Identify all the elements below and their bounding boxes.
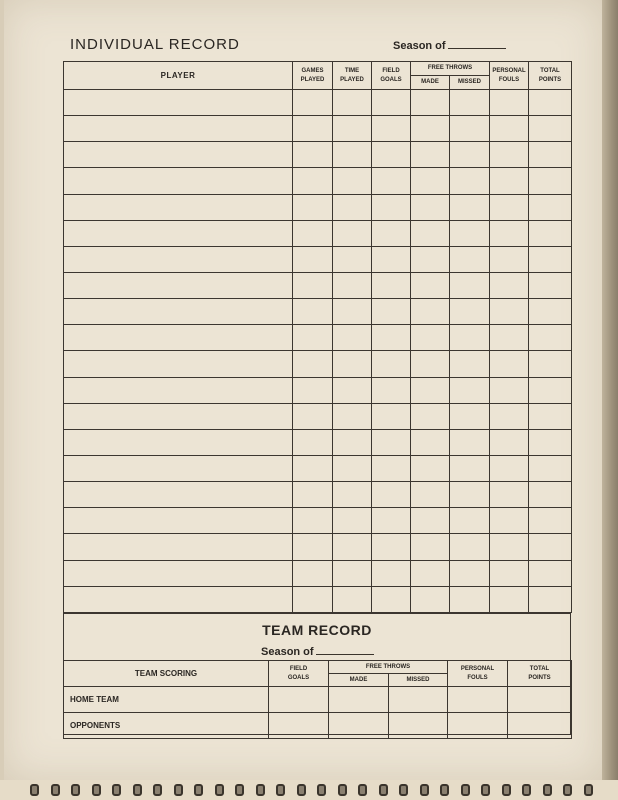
team-record-title: TEAM RECORD — [262, 622, 372, 638]
stat-cell[interactable] — [490, 299, 529, 325]
spiral-ring — [276, 784, 285, 796]
table-row — [64, 116, 572, 142]
stat-cell[interactable] — [372, 377, 411, 403]
stat-cell[interactable] — [333, 299, 372, 325]
stat-cell[interactable] — [529, 508, 572, 534]
opponents-label: OPPONENTS — [64, 713, 269, 739]
table-row — [64, 220, 572, 246]
stat-cell[interactable] — [372, 246, 411, 272]
stat-cell[interactable] — [372, 90, 411, 116]
stat-cell[interactable] — [529, 403, 572, 429]
stat-cell[interactable] — [450, 325, 490, 351]
spiral-ring — [256, 784, 265, 796]
stat-cell[interactable] — [450, 377, 490, 403]
stat-cell[interactable] — [333, 586, 372, 612]
stat-cell[interactable] — [372, 194, 411, 220]
stat-cell[interactable] — [450, 455, 490, 481]
stat-cell[interactable] — [333, 377, 372, 403]
stat-cell[interactable] — [411, 560, 450, 586]
team-row-opponents — [64, 713, 572, 739]
time-played-header: TIME PLAYED — [333, 62, 372, 90]
table-row — [64, 508, 572, 534]
team-row-home — [64, 687, 572, 713]
stat-cell[interactable] — [293, 168, 333, 194]
spiral-ring — [563, 784, 572, 796]
stat-cell[interactable] — [293, 586, 333, 612]
stat-cell[interactable] — [372, 325, 411, 351]
stat-cell[interactable] — [411, 272, 450, 298]
stat-cell[interactable] — [450, 508, 490, 534]
stat-cell[interactable] — [490, 168, 529, 194]
stat-cell[interactable] — [490, 116, 529, 142]
individual-season-label: Season of — [393, 40, 506, 52]
stat-cell[interactable] — [333, 194, 372, 220]
stat-cell[interactable] — [372, 299, 411, 325]
table-row — [64, 403, 572, 429]
spiral-ring — [297, 784, 306, 796]
team-personal-fouls-header: PERSONAL FOULS — [448, 661, 508, 687]
stat-cell[interactable] — [333, 455, 372, 481]
stat-cell[interactable] — [450, 220, 490, 246]
spiral-ring — [502, 784, 511, 796]
table-row — [64, 455, 572, 481]
stat-cell[interactable] — [333, 403, 372, 429]
stat-cell[interactable] — [293, 560, 333, 586]
spiral-ring — [522, 784, 531, 796]
stat-cell[interactable] — [490, 482, 529, 508]
team-cell[interactable] — [389, 687, 448, 713]
home-team-label: HOME TEAM — [64, 687, 269, 713]
player-name-cell[interactable] — [64, 455, 293, 481]
player-name-cell[interactable] — [64, 220, 293, 246]
stat-cell[interactable] — [411, 168, 450, 194]
stat-cell[interactable] — [372, 534, 411, 560]
team-cell[interactable] — [448, 687, 508, 713]
table-row — [64, 534, 572, 560]
team-cell[interactable] — [269, 713, 329, 739]
stat-cell[interactable] — [411, 246, 450, 272]
stat-cell[interactable] — [529, 90, 572, 116]
team-cell[interactable] — [508, 687, 572, 713]
stat-cell[interactable] — [450, 116, 490, 142]
stat-cell[interactable] — [490, 351, 529, 377]
stat-cell[interactable] — [450, 534, 490, 560]
stat-cell[interactable] — [372, 429, 411, 455]
stat-cell[interactable] — [490, 403, 529, 429]
stat-cell[interactable] — [333, 325, 372, 351]
stat-cell[interactable] — [529, 116, 572, 142]
team-cell[interactable] — [508, 713, 572, 739]
stat-cell[interactable] — [293, 299, 333, 325]
stat-cell[interactable] — [529, 168, 572, 194]
spiral-ring — [317, 784, 326, 796]
stat-cell[interactable] — [411, 429, 450, 455]
table-row — [64, 429, 572, 455]
player-name-cell[interactable] — [64, 246, 293, 272]
table-row — [64, 168, 572, 194]
spiral-ring — [399, 784, 408, 796]
stat-cell[interactable] — [293, 325, 333, 351]
stat-cell[interactable] — [293, 116, 333, 142]
stat-cell[interactable] — [333, 142, 372, 168]
stat-cell[interactable] — [372, 586, 411, 612]
free-throws-missed-header: MISSED — [450, 76, 490, 90]
stat-cell[interactable] — [450, 246, 490, 272]
team-cell[interactable] — [329, 713, 389, 739]
stat-cell[interactable] — [490, 560, 529, 586]
stat-cell[interactable] — [490, 272, 529, 298]
stat-cell[interactable] — [293, 90, 333, 116]
player-name-cell[interactable] — [64, 325, 293, 351]
stat-cell[interactable] — [293, 403, 333, 429]
stat-cell[interactable] — [529, 429, 572, 455]
table-row — [64, 586, 572, 612]
stat-cell[interactable] — [372, 220, 411, 246]
stat-cell[interactable] — [372, 482, 411, 508]
stat-cell[interactable] — [411, 377, 450, 403]
stat-cell[interactable] — [529, 455, 572, 481]
spiral-ring — [92, 784, 101, 796]
stat-cell[interactable] — [372, 403, 411, 429]
team-cell[interactable] — [269, 687, 329, 713]
stat-cell[interactable] — [450, 168, 490, 194]
stat-cell[interactable] — [450, 429, 490, 455]
stat-cell[interactable] — [293, 534, 333, 560]
stat-cell[interactable] — [293, 482, 333, 508]
spiral-ring — [584, 784, 593, 796]
field-goals-header: FIELD GOALS — [372, 62, 411, 90]
table-row — [64, 90, 572, 116]
table-row — [64, 194, 572, 220]
free-throws-header: FREE THROWS — [411, 62, 490, 76]
stat-cell[interactable] — [411, 508, 450, 534]
stat-cell[interactable] — [333, 429, 372, 455]
player-name-cell[interactable] — [64, 508, 293, 534]
stat-cell[interactable] — [333, 482, 372, 508]
team-free-throws-missed-header: MISSED — [389, 674, 448, 687]
stat-cell[interactable] — [529, 351, 572, 377]
stat-cell[interactable] — [411, 142, 450, 168]
stat-cell[interactable] — [490, 429, 529, 455]
table-row — [64, 272, 572, 298]
stat-cell[interactable] — [293, 429, 333, 455]
stat-cell[interactable] — [529, 272, 572, 298]
team-cell[interactable] — [389, 713, 448, 739]
stat-cell[interactable] — [450, 482, 490, 508]
individual-record-title: INDIVIDUAL RECORD — [70, 36, 240, 53]
spiral-ring — [174, 784, 183, 796]
stat-cell[interactable] — [333, 508, 372, 534]
stat-cell[interactable] — [411, 90, 450, 116]
spiral-ring — [133, 784, 142, 796]
stat-cell[interactable] — [333, 560, 372, 586]
stat-cell[interactable] — [372, 560, 411, 586]
stat-cell[interactable] — [293, 246, 333, 272]
stat-cell[interactable] — [411, 325, 450, 351]
stat-cell[interactable] — [529, 586, 572, 612]
team-cell[interactable] — [448, 713, 508, 739]
table-row — [64, 377, 572, 403]
player-name-cell[interactable] — [64, 299, 293, 325]
stat-cell[interactable] — [372, 272, 411, 298]
player-name-cell[interactable] — [64, 351, 293, 377]
stat-cell[interactable] — [333, 220, 372, 246]
team-field-goals-header: FIELD GOALS — [269, 661, 329, 687]
team-total-points-header: TOTAL POINTS — [508, 661, 572, 687]
stat-cell[interactable] — [333, 246, 372, 272]
stat-cell[interactable] — [490, 194, 529, 220]
stat-cell[interactable] — [529, 246, 572, 272]
individual-record-table — [63, 61, 572, 613]
stat-cell[interactable] — [490, 142, 529, 168]
stat-cell[interactable] — [450, 142, 490, 168]
individual-rows — [64, 90, 572, 613]
spiral-ring — [420, 784, 429, 796]
player-name-cell[interactable] — [64, 586, 293, 612]
stat-cell[interactable] — [372, 455, 411, 481]
team-scoring-header: TEAM SCORING — [64, 661, 269, 687]
spiral-ring — [112, 784, 121, 796]
stat-cell[interactable] — [450, 351, 490, 377]
stat-cell[interactable] — [490, 220, 529, 246]
stat-cell[interactable] — [490, 508, 529, 534]
spiral-ring — [461, 784, 470, 796]
stat-cell[interactable] — [450, 272, 490, 298]
stat-cell[interactable] — [411, 403, 450, 429]
stat-cell[interactable] — [450, 586, 490, 612]
stat-cell[interactable] — [293, 142, 333, 168]
spiral-ring — [481, 784, 490, 796]
stat-cell[interactable] — [411, 351, 450, 377]
stat-cell[interactable] — [333, 168, 372, 194]
player-header: PLAYER — [64, 62, 293, 90]
stat-cell[interactable] — [411, 220, 450, 246]
stat-cell[interactable] — [411, 586, 450, 612]
stat-cell[interactable] — [293, 455, 333, 481]
player-name-cell[interactable] — [64, 534, 293, 560]
table-row — [64, 482, 572, 508]
stat-cell[interactable] — [293, 272, 333, 298]
player-name-cell[interactable] — [64, 272, 293, 298]
team-season-label: Season of — [261, 646, 374, 658]
free-throws-made-header: MADE — [411, 76, 450, 90]
spiral-ring — [543, 784, 552, 796]
stat-cell[interactable] — [529, 220, 572, 246]
stat-cell[interactable] — [529, 482, 572, 508]
spiral-ring — [235, 784, 244, 796]
table-row — [64, 560, 572, 586]
stat-cell[interactable] — [529, 325, 572, 351]
team-record-table — [63, 660, 572, 739]
player-name-cell[interactable] — [64, 429, 293, 455]
stat-cell[interactable] — [411, 482, 450, 508]
stat-cell[interactable] — [450, 403, 490, 429]
stat-cell[interactable] — [293, 377, 333, 403]
stat-cell[interactable] — [293, 351, 333, 377]
stat-cell[interactable] — [529, 299, 572, 325]
spiral-ring — [379, 784, 388, 796]
spiral-ring — [215, 784, 224, 796]
stat-cell[interactable] — [450, 90, 490, 116]
stat-cell[interactable] — [529, 534, 572, 560]
stat-cell[interactable] — [490, 325, 529, 351]
stat-cell[interactable] — [529, 377, 572, 403]
stat-cell[interactable] — [490, 534, 529, 560]
stat-cell[interactable] — [333, 90, 372, 116]
spiral-ring — [71, 784, 80, 796]
table-row — [64, 299, 572, 325]
stat-cell[interactable] — [450, 560, 490, 586]
stat-cell[interactable] — [333, 116, 372, 142]
stat-cell[interactable] — [411, 534, 450, 560]
stat-cell[interactable] — [372, 508, 411, 534]
spiral-ring — [358, 784, 367, 796]
stat-cell[interactable] — [372, 142, 411, 168]
stat-cell[interactable] — [372, 116, 411, 142]
stat-cell[interactable] — [372, 168, 411, 194]
spiral-ring — [194, 784, 203, 796]
stat-cell[interactable] — [490, 246, 529, 272]
player-name-cell[interactable] — [64, 90, 293, 116]
stat-cell[interactable] — [293, 508, 333, 534]
stat-cell[interactable] — [490, 90, 529, 116]
page-edge — [602, 0, 618, 780]
stat-cell[interactable] — [293, 194, 333, 220]
table-row — [64, 246, 572, 272]
games-played-header: GAMES PLAYED — [293, 62, 333, 90]
stat-cell[interactable] — [490, 455, 529, 481]
spiral-ring — [51, 784, 60, 796]
stat-cell[interactable] — [411, 194, 450, 220]
player-name-cell[interactable] — [64, 560, 293, 586]
stat-cell[interactable] — [450, 299, 490, 325]
player-name-cell[interactable] — [64, 403, 293, 429]
stat-cell[interactable] — [411, 116, 450, 142]
team-free-throws-made-header: MADE — [329, 674, 389, 687]
stat-cell[interactable] — [490, 377, 529, 403]
spiral-ring — [153, 784, 162, 796]
player-name-cell[interactable] — [64, 377, 293, 403]
player-name-cell[interactable] — [64, 194, 293, 220]
player-name-cell[interactable] — [64, 142, 293, 168]
player-name-cell[interactable] — [64, 116, 293, 142]
total-points-header: TOTAL POINTS — [529, 62, 572, 90]
table-row — [64, 142, 572, 168]
spiral-ring — [338, 784, 347, 796]
stat-cell[interactable] — [372, 351, 411, 377]
spiral-ring — [440, 784, 449, 796]
player-name-cell[interactable] — [64, 482, 293, 508]
stat-cell[interactable] — [333, 351, 372, 377]
team-free-throws-header: FREE THROWS — [329, 661, 448, 674]
stat-cell[interactable] — [450, 194, 490, 220]
stat-cell[interactable] — [333, 534, 372, 560]
stat-cell[interactable] — [529, 560, 572, 586]
table-row — [64, 351, 572, 377]
stat-cell[interactable] — [529, 142, 572, 168]
player-name-cell[interactable] — [64, 168, 293, 194]
stat-cell[interactable] — [333, 272, 372, 298]
stat-cell[interactable] — [293, 220, 333, 246]
table-row — [64, 325, 572, 351]
stat-cell[interactable] — [529, 194, 572, 220]
team-cell[interactable] — [329, 687, 389, 713]
team-record-section — [63, 613, 571, 735]
stat-cell[interactable] — [490, 586, 529, 612]
spiral-ring — [30, 784, 39, 796]
stat-cell[interactable] — [411, 455, 450, 481]
stat-cell[interactable] — [411, 299, 450, 325]
personal-fouls-header: PERSONAL FOULS — [490, 62, 529, 90]
